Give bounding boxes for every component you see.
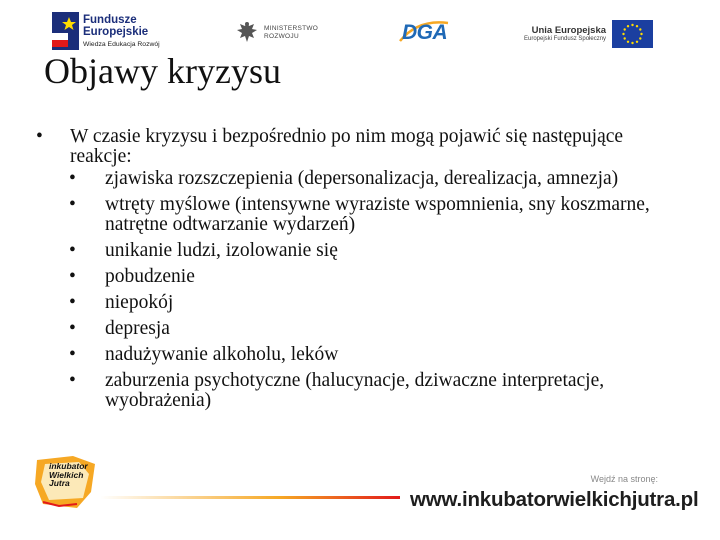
list-item-text: unikanie ludzi, izolowanie się [105, 240, 338, 261]
intro-bullet [36, 127, 686, 167]
bullet-icon: • [69, 168, 76, 189]
bullet-icon: • [69, 194, 76, 215]
url-accent-bar [100, 496, 400, 499]
fe-flag-icon [52, 12, 79, 50]
bullet-icon: • [69, 292, 76, 313]
list-item-text: nadużywanie alkoholu, leków [105, 344, 339, 365]
bullet-icon: • [36, 126, 43, 147]
list-item-text: zaburzenia psychotyczne (halucynacje, dziwaczne interpretacje, wyobrażenia) [105, 370, 605, 411]
list-item-text: wtręty myślowe (intensywne wyraziste wspomnienia, sny koszmarne, natrętne odtwarzanie wydarzeń) [105, 194, 650, 235]
ue-line1: Unia Europejska [531, 24, 607, 36]
bullet-icon: • [69, 266, 76, 287]
list-item [69, 241, 686, 261]
fe-line3: Wiedza Edukacja Rozwój [83, 40, 160, 48]
ministerstwo-rozwoju-logo [235, 20, 318, 46]
bullet-icon: • [69, 240, 76, 261]
fe-line2: Europejskie [83, 26, 149, 39]
mr-line1: MINISTERSTWO [264, 24, 319, 32]
dga-logo [402, 21, 447, 45]
bullet-icon: • [69, 344, 76, 365]
list-item-text: depresja [105, 318, 170, 339]
list-item [69, 169, 686, 189]
website-link[interactable]: www.inkubatorwielkichjutra.pl [410, 488, 699, 511]
list-item [69, 319, 686, 339]
intro-text: W czasie kryzysu i bezpośrednio po nim mogą pojawić się następujące reakcje: [70, 126, 624, 167]
list-item [69, 267, 686, 287]
list-item-text: pobudzenie [105, 266, 195, 287]
inkubator-logo-text: inkubator Wielkich Jutra [49, 461, 88, 488]
list-item [69, 345, 686, 365]
bullet-icon: • [69, 370, 76, 391]
eagle-emblem-icon [235, 20, 259, 46]
slide-content [36, 127, 686, 411]
visit-label: Wejdź na stronę: [590, 474, 658, 484]
fundusze-europejskie-logo [52, 12, 160, 50]
inkubator-logo [33, 454, 97, 510]
list-item [69, 195, 686, 235]
list-item [69, 293, 686, 313]
list-item [69, 371, 686, 411]
dga-text: DGA [402, 21, 448, 44]
list-item-text: niepokój [105, 292, 174, 313]
fe-line1: Fundusze [83, 14, 137, 27]
list-item-text: zjawiska rozszczepienia (depersonalizacja, derealizacja, amnezja) [105, 168, 619, 189]
symptom-list [69, 169, 686, 411]
bullet-icon: • [69, 318, 76, 339]
unia-europejska-logo [524, 20, 653, 48]
ue-line2: Europejski Fundusz Społeczny [524, 36, 607, 43]
mr-line2: ROZWOJU [264, 33, 299, 40]
slide-title: Objawy kryzysu [44, 51, 281, 91]
eu-flag-icon [612, 20, 653, 48]
